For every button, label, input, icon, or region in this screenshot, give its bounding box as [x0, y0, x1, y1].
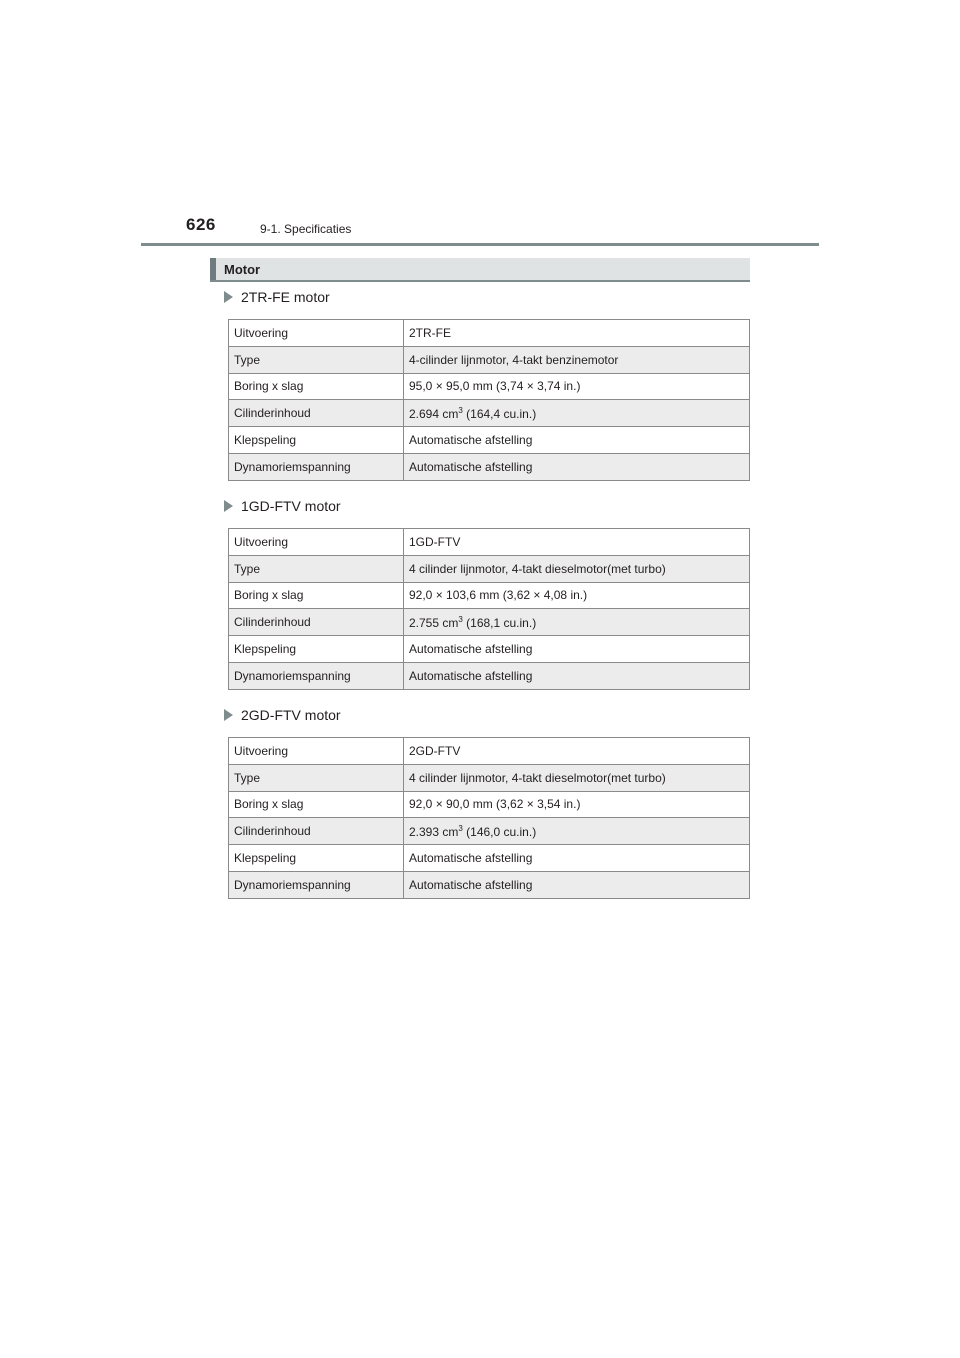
spec-key: Uitvoering: [229, 320, 404, 347]
spec-table-1gd-ftv: [228, 528, 750, 690]
table-row: [229, 453, 750, 480]
spec-value: 95,0 × 95,0 mm (3,74 × 3,74 in.): [404, 373, 750, 400]
table-row: [229, 427, 750, 454]
engine-heading-1gd-ftv: [224, 498, 341, 514]
spec-key: Cilinderinhoud: [229, 818, 404, 845]
spec-value: 4 cilinder lijnmotor, 4-takt dieselmotor(met turbo): [404, 555, 750, 582]
engine-heading-2gd-ftv: [224, 707, 341, 723]
spec-value: Automatische afstelling: [404, 427, 750, 454]
table-row: [229, 636, 750, 663]
table-row: [229, 582, 750, 609]
displacement-imperial: (164,4 cu.in.): [462, 406, 537, 421]
table-row: [229, 346, 750, 373]
displacement-imperial: (146,0 cu.in.): [462, 824, 537, 839]
spec-value: 92,0 × 103,6 mm (3,62 × 4,08 in.): [404, 582, 750, 609]
spec-key: Klepspeling: [229, 845, 404, 872]
spec-value: Automatische afstelling: [404, 453, 750, 480]
spec-value: Automatische afstelling: [404, 845, 750, 872]
section-bar-accent: [210, 258, 216, 280]
table-row: [229, 662, 750, 689]
table-row: [229, 555, 750, 582]
spec-value: [404, 818, 750, 845]
table-row: [229, 400, 750, 427]
spec-value: 4 cilinder lijnmotor, 4-takt dieselmotor(met turbo): [404, 764, 750, 791]
table-row: [229, 529, 750, 556]
bullet-arrow-icon: [224, 709, 233, 721]
table-row: [229, 609, 750, 636]
section-title: Motor: [224, 262, 261, 277]
table-row: [229, 373, 750, 400]
table-row: [229, 871, 750, 898]
spec-key: Uitvoering: [229, 529, 404, 556]
spec-value: 1GD-FTV: [404, 529, 750, 556]
spec-value: Automatische afstelling: [404, 662, 750, 689]
engine-heading-2tr-fe: [224, 289, 330, 305]
engine-heading-label: 2GD-FTV motor: [241, 707, 341, 723]
spec-value: 2GD-FTV: [404, 738, 750, 765]
table-row: [229, 791, 750, 818]
spec-key: Klepspeling: [229, 636, 404, 663]
spec-key: Dynamoriemspanning: [229, 453, 404, 480]
spec-table-2tr-fe: [228, 319, 750, 481]
spec-key: Boring x slag: [229, 373, 404, 400]
section-title-bar: [210, 258, 750, 282]
spec-key: Cilinderinhoud: [229, 400, 404, 427]
page-number: 626: [186, 215, 216, 234]
spec-value: 4-cilinder lijnmotor, 4-takt benzinemotor: [404, 346, 750, 373]
displacement-imperial: (168,1 cu.in.): [462, 615, 537, 630]
spec-key: Dynamoriemspanning: [229, 871, 404, 898]
spec-value: Automatische afstelling: [404, 636, 750, 663]
spec-key: Dynamoriemspanning: [229, 662, 404, 689]
spec-value: [404, 400, 750, 427]
table-row: [229, 320, 750, 347]
spec-key: Type: [229, 346, 404, 373]
bullet-arrow-icon: [224, 291, 233, 303]
displacement-value: 2.393 cm: [409, 824, 459, 839]
superscript: 3: [458, 823, 463, 833]
header-rule: [141, 243, 819, 246]
table-row: [229, 738, 750, 765]
table-row: [229, 845, 750, 872]
superscript: 3: [458, 614, 463, 624]
displacement-value: 2.694 cm: [409, 406, 459, 421]
spec-key: Type: [229, 764, 404, 791]
superscript: 3: [458, 405, 463, 415]
engine-heading-label: 1GD-FTV motor: [241, 498, 341, 514]
spec-key: Type: [229, 555, 404, 582]
spec-key: Boring x slag: [229, 791, 404, 818]
spec-table-2gd-ftv: [228, 737, 750, 899]
section-path: 9-1. Specificaties: [260, 222, 352, 236]
spec-value: 92,0 × 90,0 mm (3,62 × 3,54 in.): [404, 791, 750, 818]
bullet-arrow-icon: [224, 500, 233, 512]
spec-key: Uitvoering: [229, 738, 404, 765]
table-row: [229, 818, 750, 845]
spec-key: Cilinderinhoud: [229, 609, 404, 636]
spec-key: Klepspeling: [229, 427, 404, 454]
spec-value: [404, 609, 750, 636]
spec-value: 2TR-FE: [404, 320, 750, 347]
spec-value: Automatische afstelling: [404, 871, 750, 898]
displacement-value: 2.755 cm: [409, 615, 459, 630]
table-row: [229, 764, 750, 791]
spec-key: Boring x slag: [229, 582, 404, 609]
engine-heading-label: 2TR-FE motor: [241, 289, 330, 305]
